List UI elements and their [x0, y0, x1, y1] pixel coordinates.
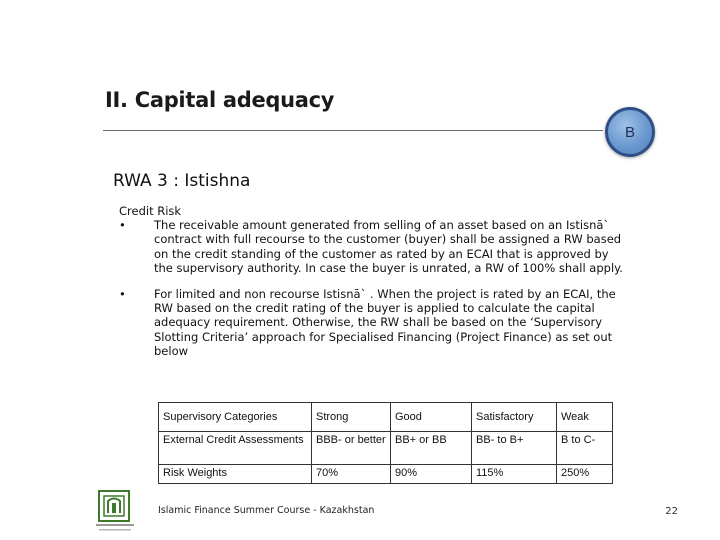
table-cell: 115% [472, 465, 557, 484]
table-header-cell: Satisfactory [472, 403, 557, 432]
bullet-text: The receivable amount generated from selling of an asset based on an Istisnā` contract with full recourse to the customer (buyer) shall be assigned a RW based on the credit standing of the customer as rated by an ECAI that is approved by the supervisory authority. In case the buyer is unrated, a RW of 100% shall apply. [154, 218, 623, 275]
section-badge: B [605, 107, 655, 157]
table-row [159, 465, 613, 484]
institution-logo [90, 487, 144, 535]
slide-subtitle: RWA 3 : Istishna [113, 171, 251, 191]
table-header-cell: Strong [312, 403, 391, 432]
slotting-criteria-table [158, 402, 613, 484]
table-cell: BBB- or better [312, 432, 391, 465]
table-cell: 250% [557, 465, 613, 484]
page-number: 22 [665, 506, 678, 517]
table-cell: External Credit Assessments [159, 432, 312, 465]
table-row [159, 432, 613, 465]
bullet-item [119, 287, 629, 358]
table-header-row [159, 403, 613, 432]
table-header-cell: Supervisory Categories [159, 403, 312, 432]
bullet-text: For limited and non recourse Istisnā` . When the project is rated by an ECAI, the RW based on the credit rating of the buyer is applied to calculate the capital adequacy requirement. Otherwise, the RW shall be based on the ‘Supervisory Slotting Criteria’ approach for Specialised Financing (Project Finance) as set out below [154, 287, 616, 358]
table-cell: BB+ or BB [391, 432, 472, 465]
logo-text-line [99, 529, 131, 531]
slide-title: II. Capital adequacy [105, 88, 335, 112]
table-header-cell: Weak [557, 403, 613, 432]
table-cell: BB- to B+ [472, 432, 557, 465]
table-header-cell: Good [391, 403, 472, 432]
bullet-icon: • [119, 218, 126, 233]
table-cell: 90% [391, 465, 472, 484]
table-cell: B to C- [557, 432, 613, 465]
logo-text-line [96, 524, 134, 526]
body-text [119, 204, 629, 358]
bullet-item [119, 218, 629, 275]
footer-course-title: Islamic Finance Summer Course - Kazakhstan [158, 505, 375, 516]
section-label: Credit Risk [119, 204, 182, 218]
bullet-icon: • [119, 287, 126, 302]
table-cell: Risk Weights [159, 465, 312, 484]
table-cell: 70% [312, 465, 391, 484]
logo-pillar [112, 503, 116, 513]
title-divider [103, 130, 603, 131]
